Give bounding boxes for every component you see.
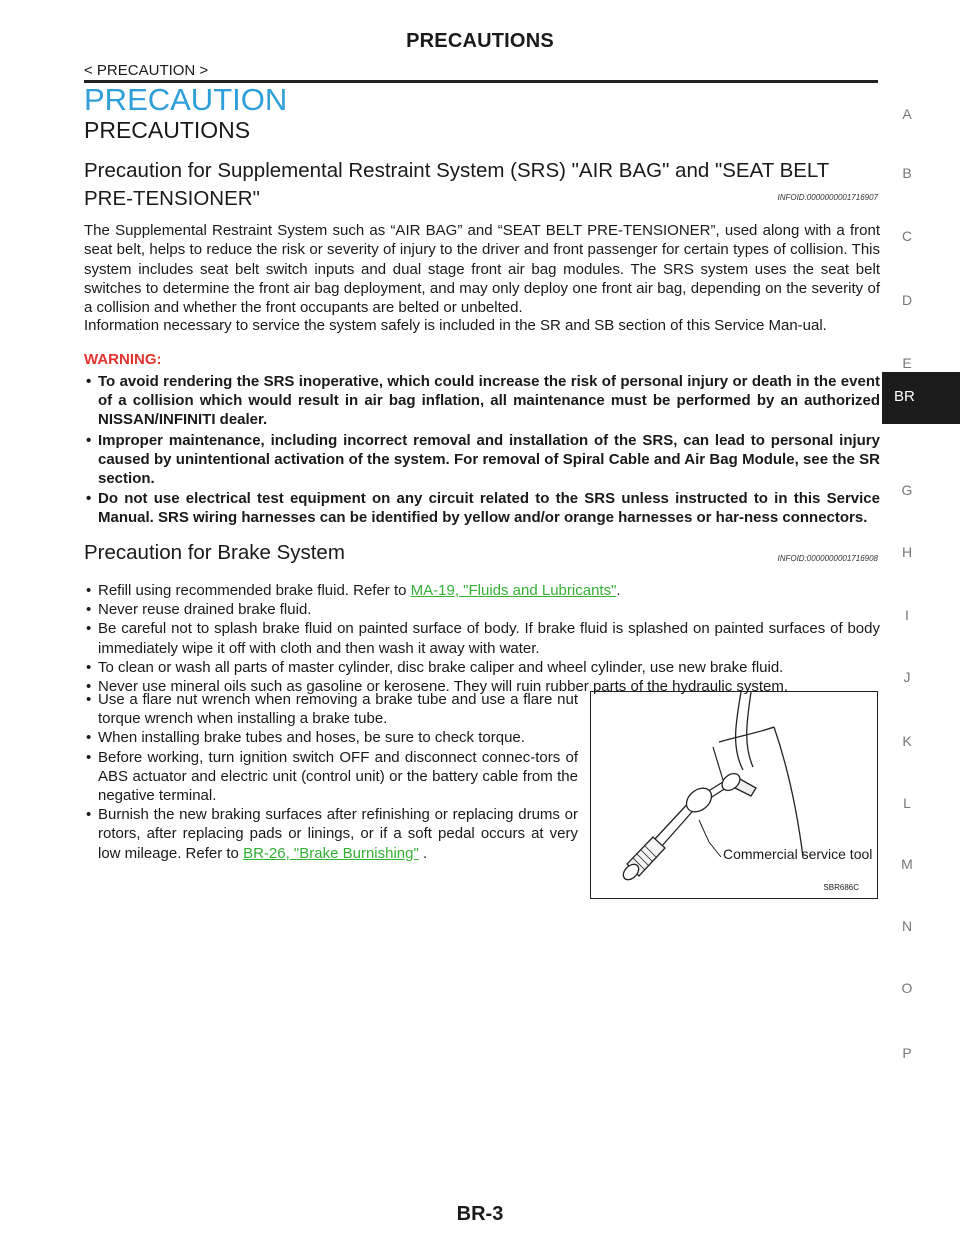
srs-infoid: INFOID:0000000001716907 (777, 193, 878, 202)
torque-wrench-icon (591, 692, 876, 897)
index-letter[interactable]: G (901, 482, 913, 498)
figure-code: SBR686C (823, 883, 859, 892)
warning-label: WARNING: (84, 351, 162, 368)
index-letter[interactable]: J (903, 669, 911, 685)
page-header-title: PRECAUTIONS (406, 30, 554, 52)
chapter-heading: PRECAUTION (84, 82, 288, 117)
list-item: • Never use mineral oils such as gasoline or kerosene. They will ruin rubber parts of the hydraulic system. (86, 678, 789, 696)
index-letter[interactable]: L (903, 795, 911, 811)
warning-item: • Do not use electrical test equipment on any circuit related to the SRS unless instructed to in this Service Manual. SRS wiring harnesses can be identified by yellow and/or orange harnesses or har-ness connectors. (86, 490, 880, 527)
current-section-label: BR (894, 388, 915, 405)
warning-item: • Improper maintenance, including incorrect removal and installation of the SRS, can lead to personal injury caused by unintentional activation of the system. For removal of Spiral Cable and Air Bag Module, see the SR section. (86, 431, 880, 488)
srs-paragraph: The Supplemental Restraint System such as “AIR BAG” and “SEAT BELT PRE-TENSIONER”, used along with a front seat belt, helps to reduce the risk or severity of injury to the driver and front passenger for certain types of collision. This system includes seat belt switch inputs and dual stage front air bag modules. The SRS system uses the seat belt switches to determine the front air bag deployment, and may only deploy one front air bag, depending on the severity of a collision and whether the front occupants are belted or unbelted. (84, 222, 880, 317)
index-letter[interactable]: E (902, 355, 912, 371)
brake-title: Precaution for Brake System (84, 541, 345, 564)
index-letter[interactable]: A (902, 106, 912, 122)
brake-list (84, 581, 880, 696)
index-letter[interactable]: M (901, 856, 913, 872)
list-item: • Refill using recommended brake fluid. Refer to MA-19, "Fluids and Lubricants". (86, 582, 621, 599)
brake-burnishing-link[interactable]: BR-26, "Brake Burnishing" (243, 844, 419, 862)
list-item: • Never reuse drained brake fluid. (86, 601, 312, 619)
wrench-illustration (590, 691, 878, 899)
figure-label: Commercial service tool (723, 846, 873, 862)
srs-info-paragraph: Information necessary to service the system safely is included in the SR and SB section of this Service Man-ual. (84, 317, 827, 334)
srs-title-line2: PRE-TENSIONER" (84, 187, 260, 210)
brake-infoid: INFOID:0000000001716908 (777, 554, 878, 563)
index-letter[interactable]: B (902, 165, 912, 181)
section-heading: PRECAUTIONS (84, 117, 251, 143)
index-letter[interactable]: I (905, 607, 909, 623)
list-item: • Burnish the new braking surfaces after refinishing or replacing drums or rotors, after replacing pads or linings, or if a soft pedal occurs at very low mileage. Refer to BR-26, "Brake Burnishing" . (86, 806, 578, 862)
current-section-tab[interactable] (882, 372, 960, 424)
index-letter[interactable]: H (901, 544, 913, 560)
index-letter[interactable]: P (902, 1045, 912, 1061)
brake-list-narrow (84, 690, 578, 863)
srs-title-line1: Precaution for Supplemental Restraint System (SRS) "AIR BAG" and "SEAT BELT (84, 159, 830, 182)
list-item: • Before working, turn ignition switch OFF and disconnect connec-tors of ABS actuator and electric unit (control unit) or the battery cable from the negative terminal. (86, 748, 578, 805)
page-number: BR-3 (456, 1203, 504, 1225)
list-item: • Be careful not to splash brake fluid on painted surface of body. If brake fluid is splashed on painted surfaces of body immediately wipe it off with cloth and then wash it away with water. (86, 620, 880, 657)
list-item: • When installing brake tubes and hoses, be sure to check torque. (86, 729, 525, 747)
index-letter[interactable]: D (901, 292, 913, 308)
warning-item: • To avoid rendering the SRS inoperative, which could increase the risk of personal injury or death in the event of a collision which would result in air bag inflation, all maintenance must be performed by an authorized NISSAN/INFINITI dealer. (86, 373, 880, 429)
index-letter[interactable]: N (901, 918, 913, 934)
index-letter[interactable]: C (901, 228, 913, 244)
breadcrumb: < PRECAUTION > (84, 62, 209, 79)
list-item: • To clean or wash all parts of master cylinder, disc brake caliper and wheel cylinder, use new brake fluid. (86, 658, 784, 676)
warning-list (84, 372, 880, 528)
fluids-lubricants-link[interactable]: MA-19, "Fluids and Lubricants" (410, 582, 617, 599)
index-letter[interactable]: O (901, 980, 913, 996)
index-letter[interactable]: K (902, 733, 912, 749)
list-item: • Use a flare nut wrench when removing a brake tube and use a flare nut torque wrench when installing a brake tube. (86, 691, 578, 728)
